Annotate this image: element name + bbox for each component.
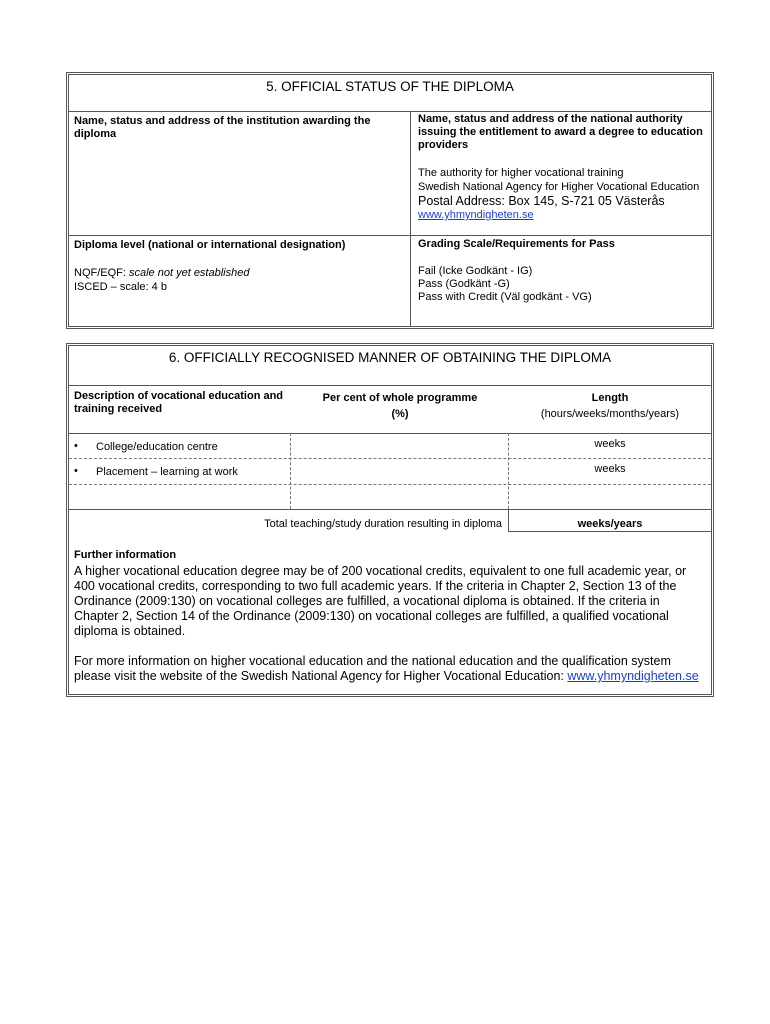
divider [69,509,711,510]
bullet-icon: • [74,440,78,452]
diploma-level-heading: Diploma level (national or international designation) [74,239,346,251]
nqf-value: scale not yet established [129,267,250,279]
grade-pass: Pass (Godkänt -G) [418,278,510,290]
percent-heading: Per cent of whole programme [322,392,478,404]
percent-sub: (%) [391,408,409,420]
authority-website-link[interactable]: www.yhmyndigheten.se [418,209,534,221]
more-info-text: For more information on higher vocational education and the national education and the qualification system please visit the website of the Swedish National Agency for Higher Vocational Education: [74,654,671,683]
divider [508,509,509,532]
row-college-label: College/education centre [96,441,218,453]
divider [508,531,711,532]
row-placement-label: Placement – learning at work [96,466,238,478]
nqf-label: NQF/EQF: [74,267,129,279]
authority-line-2: Swedish National Agency for Higher Vocational Education [418,181,700,193]
authority-heading: Name, status and address of the national authority issuing the entitlement to award a degree to education providers [418,113,703,151]
agency-website-link[interactable]: www.yhmyndigheten.se [567,669,699,683]
divider [69,484,711,485]
grade-pass-credit: Pass with Credit (Väl godkänt - VG) [418,291,592,303]
authority-line-1: The authority for higher vocational training [418,167,624,179]
isced-line: ISCED – scale: 4 b [74,281,167,293]
grade-fail: Fail (Icke Godkänt - IG) [418,265,533,277]
divider [69,385,711,386]
further-info-heading: Further information [74,549,177,561]
grading-heading: Grading Scale/Requirements for Pass [418,238,615,250]
postal-address: Postal Address: Box 145, S-721 05 Västerås [418,194,665,208]
divider [410,111,411,326]
total-label: Total teaching/study duration resulting in diploma [264,518,502,530]
divider [69,111,711,112]
description-heading: Description of vocational education and training received [74,390,284,415]
section-5-title: 5. OFFICIAL STATUS OF THE DIPLOMA [266,79,514,94]
total-value: weeks/years [577,518,643,530]
divider [69,458,711,459]
bullet-icon: • [74,465,78,477]
length-heading: Length [591,392,629,404]
section-6-title: 6. OFFICIALLY RECOGNISED MANNER OF OBTAINING THE DIPLOMA [168,350,612,365]
length-sub: (hours/weeks/months/years) [540,408,680,420]
nqf-line [74,267,404,280]
further-info-text: A higher vocational education degree may be of 200 vocational credits, equivalent to one full academic year, or 400 vocational credits, corresponding to two full academic years. If the criteria in Chapter 2, Section 13 of the Ordinance (2009:130) on vocational colleges are fulfilled, a vocational diploma is obtained. If the criteria in Chapter 2, Section 14 of the Ordinance (2009:130) on vocational colleges are fulfilled, a qualified vocational diploma is obtained. [74,564,687,638]
divider [69,235,711,236]
institution-heading: Name, status and address of the institution awarding the diploma [74,115,371,140]
more-info-paragraph [74,654,706,684]
divider [69,433,711,434]
divider [508,433,509,509]
row-college-length: weeks [594,438,626,450]
divider [290,433,291,509]
row-placement-length: weeks [594,463,626,475]
